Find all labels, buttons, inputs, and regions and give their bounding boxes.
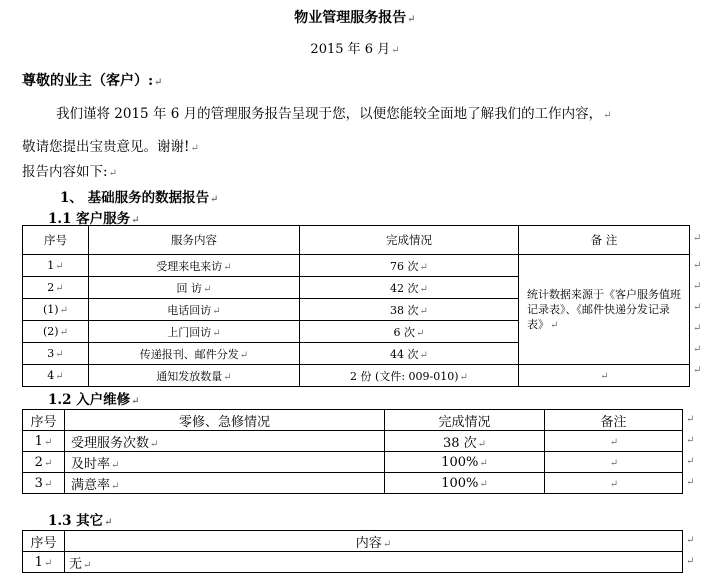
- status-cell: 2 份 (文件: 009-010)↵: [300, 365, 519, 387]
- header-cell: 序号: [23, 226, 89, 255]
- row-end-mark: ↵: [686, 535, 695, 546]
- report-date: 2015 年 6 月↵: [310, 42, 400, 57]
- row-end-mark: ↵: [686, 477, 695, 488]
- row-end-mark: ↵: [693, 365, 702, 376]
- row-number-cell: 2↵: [23, 452, 65, 473]
- status-cell: 100%↵: [385, 473, 545, 494]
- home-repair-table: [22, 409, 683, 494]
- service-item-cell: 电话回访↵: [89, 299, 300, 321]
- header-cell: 备 注: [519, 226, 690, 255]
- row-number-cell: 1↵: [23, 255, 89, 277]
- status-cell: 42 次↵: [300, 277, 519, 299]
- section-1-heading: 1、 基础服务的数据报告↵: [60, 190, 219, 206]
- row-end-mark: ↵: [686, 435, 695, 446]
- content-cell: 无↵: [65, 552, 683, 573]
- row-number-cell: (2)↵: [23, 321, 89, 343]
- table-header-row: [23, 410, 683, 431]
- service-item-cell: 上门回访↵: [89, 321, 300, 343]
- repair-item-cell: 满意率↵: [65, 473, 385, 494]
- row-end-mark: ↵: [686, 414, 695, 425]
- header-cell: 服务内容: [89, 226, 300, 255]
- row-number-cell: 4↵: [23, 365, 89, 387]
- row-end-mark: ↵: [693, 260, 702, 271]
- row-number-cell: 3↵: [23, 343, 89, 365]
- table-header-row: [23, 531, 683, 552]
- section-1-1-heading: 1.1 客户服务↵: [48, 211, 140, 227]
- customer-service-table: [22, 225, 690, 387]
- row-number-cell: 3↵: [23, 473, 65, 494]
- row-end-mark: ↵: [686, 456, 695, 467]
- empty-note-cell: ↵: [519, 365, 690, 387]
- status-cell: 44 次↵: [300, 343, 519, 365]
- header-cell: 零修、急修情况: [65, 410, 385, 431]
- row-end-mark: ↵: [693, 233, 702, 244]
- report-contents-intro: 报告内容如下:↵: [22, 164, 117, 180]
- status-cell: 38 次↵: [300, 299, 519, 321]
- note-cell: ↵: [545, 452, 683, 473]
- intro-paragraph-line2: 敬请您提出宝贵意见。谢谢!↵: [22, 139, 199, 155]
- row-number-cell: 1↵: [23, 552, 65, 573]
- row-end-mark: ↵: [693, 281, 702, 292]
- header-cell: 内容↵: [65, 531, 683, 552]
- table-row: [23, 473, 683, 494]
- repair-item-cell: 受理服务次数↵: [65, 431, 385, 452]
- status-cell: 100%↵: [385, 452, 545, 473]
- service-item-cell: 回 访↵: [89, 277, 300, 299]
- status-cell: 6 次↵: [300, 321, 519, 343]
- table-row: [23, 431, 683, 452]
- row-number-cell: 1↵: [23, 431, 65, 452]
- row-number-cell: (1)↵: [23, 299, 89, 321]
- note-cell: ↵: [545, 431, 683, 452]
- header-cell: 备注: [545, 410, 683, 431]
- note-cell: ↵: [545, 473, 683, 494]
- header-cell: 完成情况: [300, 226, 519, 255]
- section-1-2-heading: 1.2 入户维修↵: [48, 392, 140, 408]
- table-row: [23, 365, 690, 387]
- service-item-cell: 传递报刊、邮件分发↵: [89, 343, 300, 365]
- row-end-mark: ↵: [693, 323, 702, 334]
- service-item-cell: 通知发放数量↵: [89, 365, 300, 387]
- row-end-mark: ↵: [693, 344, 702, 355]
- greeting: 尊敬的业主（客户）:↵: [22, 73, 163, 89]
- row-end-mark: ↵: [693, 302, 702, 313]
- table-row: [23, 452, 683, 473]
- table-row: [23, 255, 690, 277]
- report-title: 物业管理服务报告↵: [294, 10, 416, 26]
- intro-paragraph-line1: 我们谨将 2015 年 6 月的管理服务报告呈现于您，以便您能较全面地了解我们的工作内容，↵: [56, 106, 612, 122]
- header-cell: 序号: [23, 410, 65, 431]
- header-cell: 完成情况: [385, 410, 545, 431]
- section-1-3-heading: 1.3 其它↵: [48, 513, 113, 529]
- header-cell: 序号: [23, 531, 65, 552]
- row-end-mark: ↵: [686, 556, 695, 567]
- other-items-table: [22, 530, 683, 573]
- status-cell: 38 次↵: [385, 431, 545, 452]
- service-item-cell: 受理来电来访↵: [89, 255, 300, 277]
- table-header-row: [23, 226, 690, 255]
- status-cell: 76 次↵: [300, 255, 519, 277]
- repair-item-cell: 及时率↵: [65, 452, 385, 473]
- table-row: [23, 552, 683, 573]
- data-source-note-cell: 统计数据来源于《客户服务值班记录表》、《邮件快递分发记录表》↵: [519, 255, 690, 365]
- row-number-cell: 2↵: [23, 277, 89, 299]
